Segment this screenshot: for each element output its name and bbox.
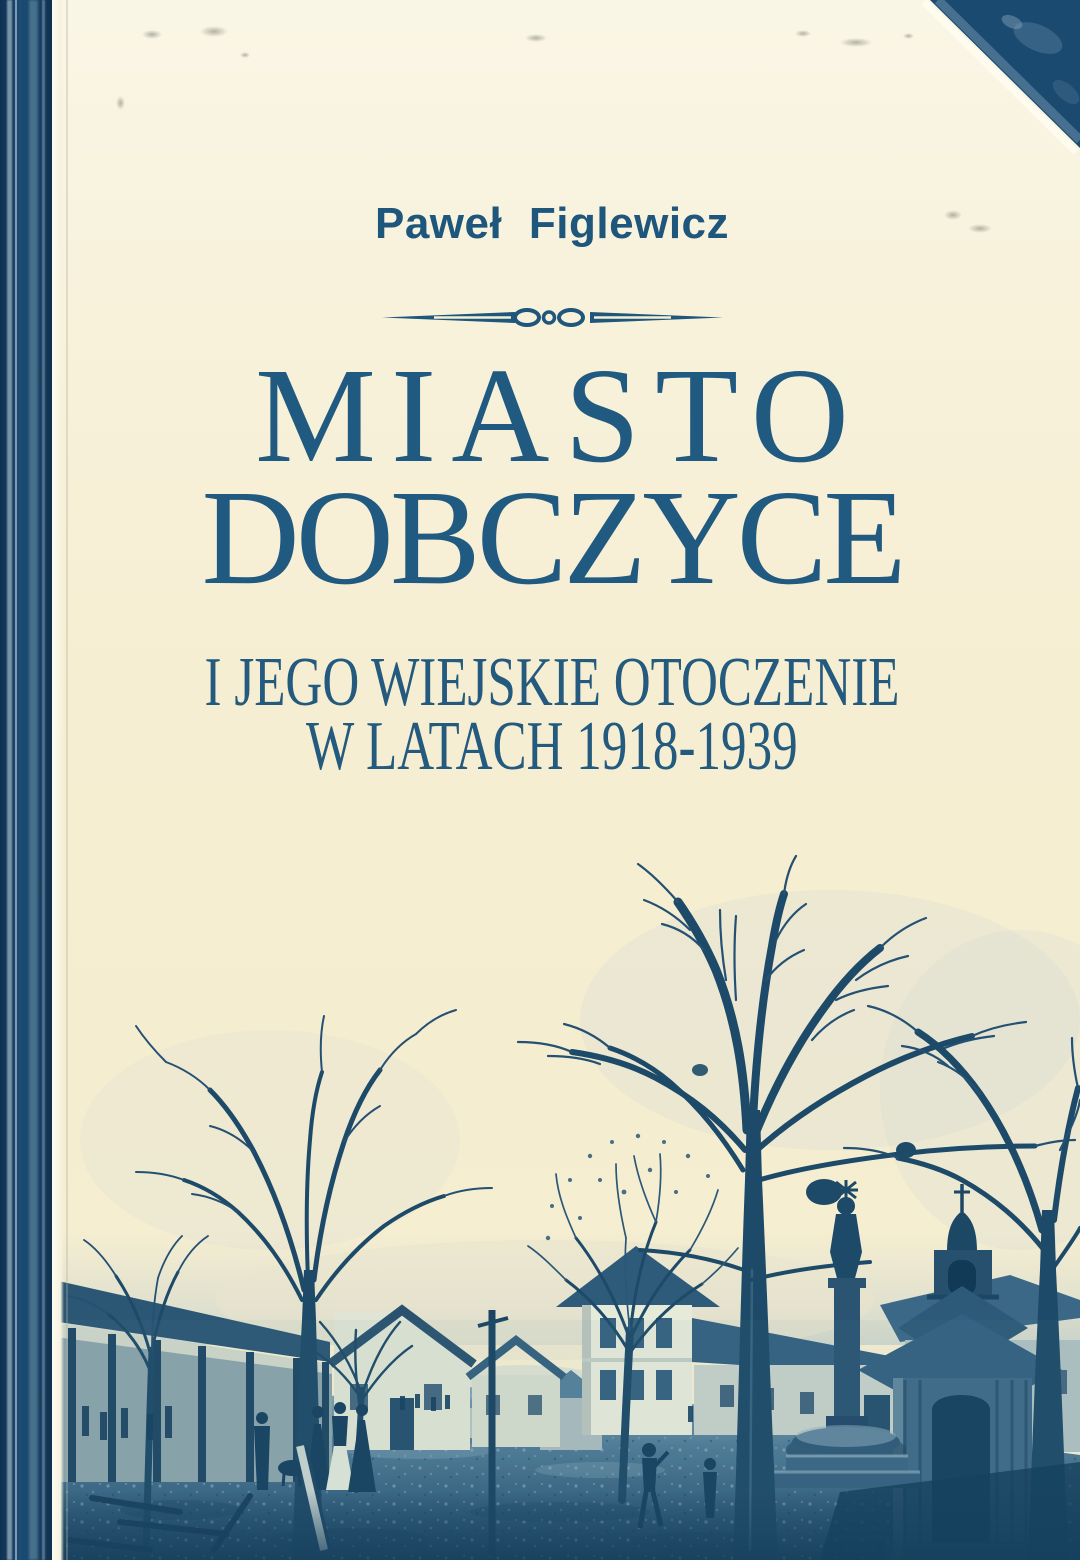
scan-smudge bbox=[903, 33, 914, 39]
scan-smudge bbox=[142, 30, 162, 39]
cover-edge-highlight bbox=[52, 0, 64, 1560]
subtitle-line-2: W LATACH 1918-1939 bbox=[306, 708, 798, 785]
scan-smudge bbox=[116, 96, 125, 110]
subtitle-line-1: I JEGO WIEJSKIE OTOCZENIE bbox=[204, 644, 900, 721]
spine-highlight bbox=[29, 0, 38, 1560]
ornamental-divider bbox=[24, 306, 1080, 334]
cover-crease-line bbox=[66, 0, 68, 1560]
spine-highlight bbox=[42, 0, 45, 1560]
scan-smudge bbox=[968, 224, 992, 233]
photo-foreground bbox=[45, 1320, 1080, 1560]
corner-fold-triangle bbox=[920, 0, 1080, 160]
scan-smudge bbox=[795, 30, 811, 37]
scan-smudge bbox=[525, 34, 547, 42]
spine-highlight bbox=[7, 0, 12, 1560]
book-spine bbox=[0, 0, 52, 1560]
village-photograph bbox=[0, 850, 1080, 1560]
author-name: Paweł Figlewicz bbox=[374, 199, 730, 248]
scan-smudge bbox=[240, 52, 250, 58]
scan-smudge bbox=[944, 210, 962, 220]
title-line-2: DOBCZYCE bbox=[201, 463, 903, 613]
scan-smudge bbox=[200, 26, 228, 37]
scan-smudge bbox=[840, 38, 872, 47]
spine-highlight bbox=[15, 0, 17, 1560]
title-line-1: MIASTO bbox=[255, 341, 864, 491]
